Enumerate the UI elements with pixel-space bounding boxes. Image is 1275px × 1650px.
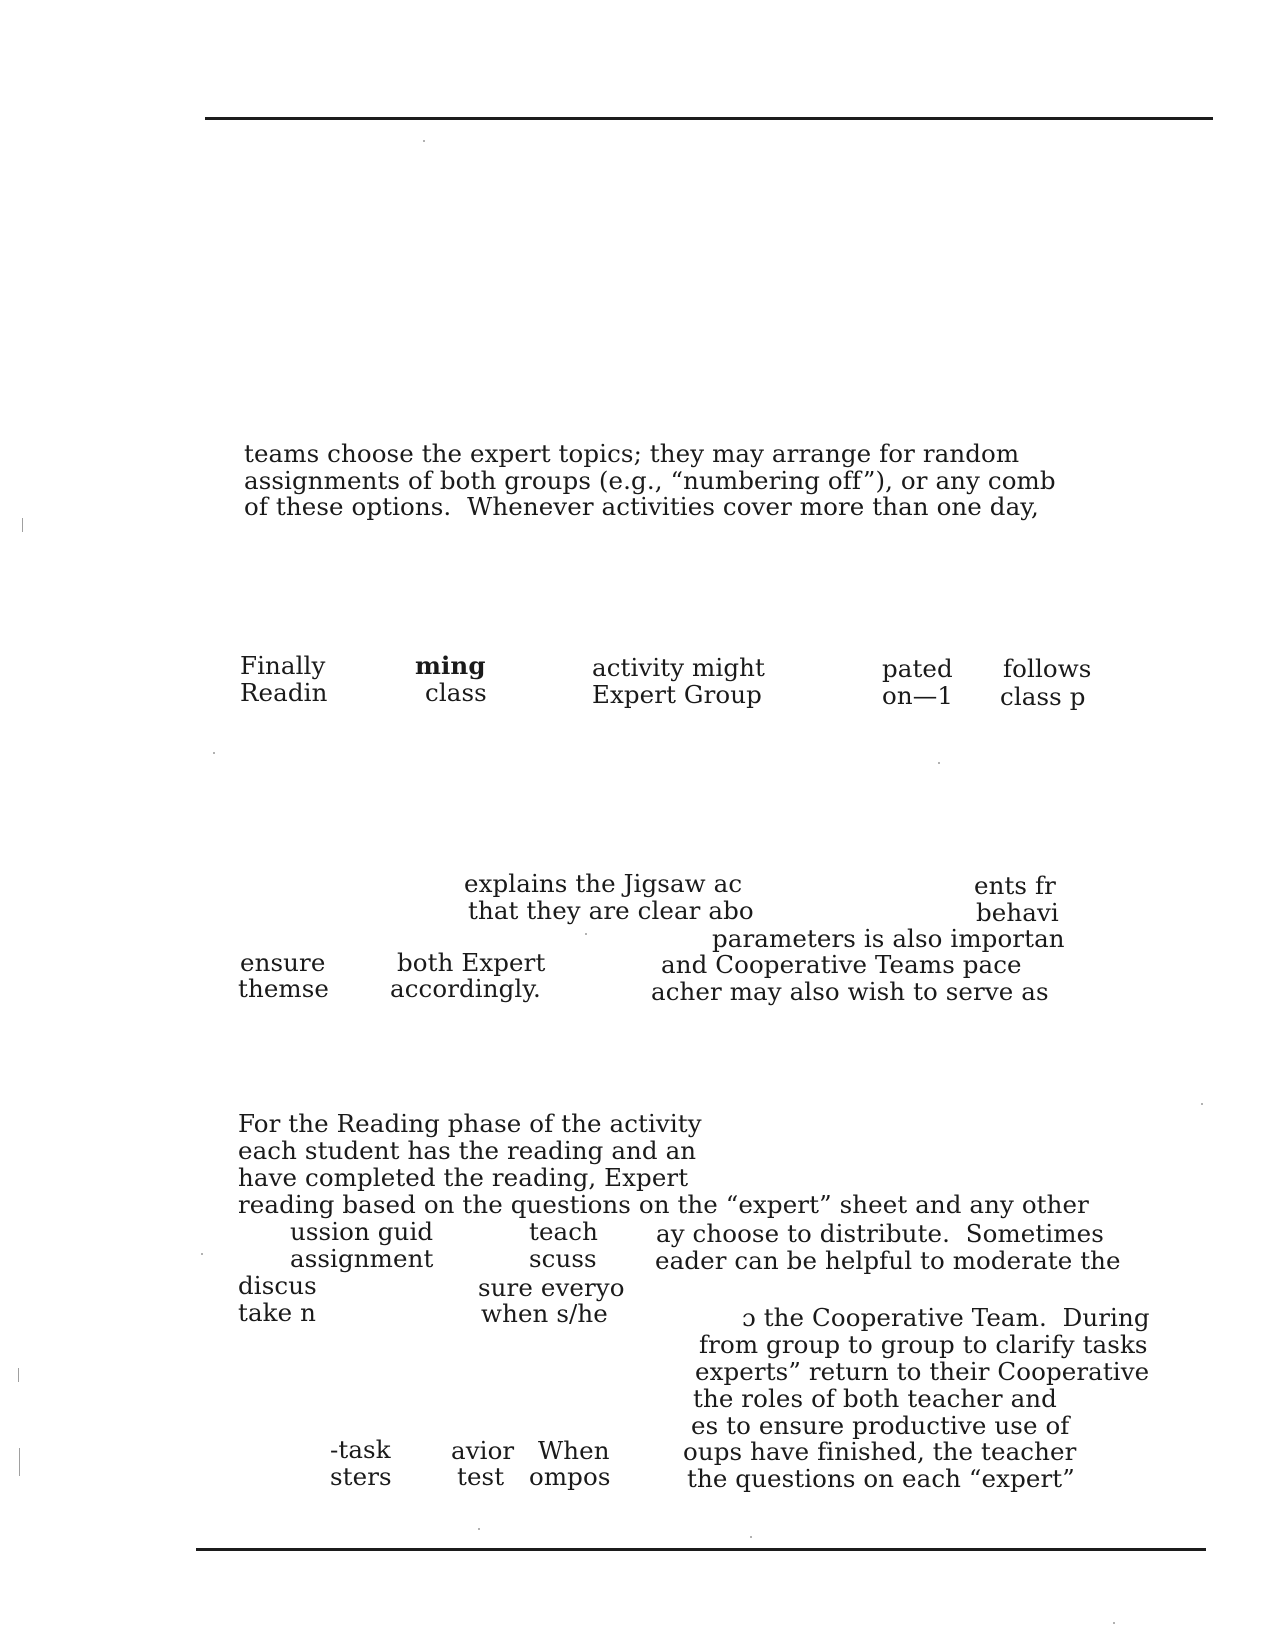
text-fragment: Readin	[240, 678, 328, 707]
scan-mark	[19, 1448, 20, 1476]
text-fragment: ussion guid	[290, 1217, 434, 1246]
text-fragment: For the Reading phase of the activity	[238, 1109, 702, 1138]
text-fragment: When	[538, 1436, 610, 1465]
text-line: assignments of both groups (e.g., “numbering off”), or any comb	[244, 466, 1056, 495]
text-fragment: each student has the reading and an	[238, 1136, 697, 1165]
text-line: of these options. Whenever activities cover more than one day,	[244, 492, 1039, 521]
text-fragment: class p	[1000, 682, 1086, 711]
text-fragment: acher may also wish to serve as	[651, 977, 1049, 1006]
text-fragment: pated	[882, 654, 953, 683]
text-fragment: activity might	[592, 653, 765, 682]
text-fragment: ents fr	[974, 871, 1056, 900]
text-fragment: oups have finished, the teacher	[683, 1437, 1077, 1466]
text-fragment: and Cooperative Teams pace	[661, 950, 1022, 979]
text-fragment: -task	[330, 1435, 391, 1464]
text-line: reading based on the questions on the “expert” sheet and any other	[238, 1190, 1089, 1219]
text-fragment: experts” return to their Cooperative	[695, 1357, 1150, 1386]
scan-mark	[22, 518, 23, 532]
scan-speck	[423, 140, 425, 142]
text-fragment: when s/he	[481, 1299, 608, 1328]
scan-speck	[938, 762, 940, 764]
text-fragment: explains the Jigsaw ac	[464, 869, 743, 898]
text-fragment: parameters is also importan	[712, 924, 1065, 953]
text-fragment: behavi	[976, 898, 1059, 927]
text-fragment: es to ensure productive use of	[691, 1411, 1070, 1440]
bottom-rule	[196, 1548, 1206, 1551]
text-fragment: accordingly.	[390, 974, 541, 1003]
text-line: teams choose the expert topics; they may arrange for random	[244, 439, 1020, 468]
scan-speck	[750, 1536, 752, 1538]
scan-speck	[1201, 1103, 1203, 1105]
scan-speck	[478, 1528, 480, 1530]
text-fragment: ensure	[240, 948, 326, 977]
text-fragment: discus	[238, 1271, 317, 1300]
text-fragment: on—1	[882, 681, 954, 710]
text-fragment: Finally	[240, 651, 326, 680]
text-fragment: from group to group to clarify tasks	[699, 1330, 1148, 1359]
text-fragment: sure everyo	[478, 1273, 625, 1302]
text-fragment: ompos	[529, 1462, 611, 1491]
text-fragment: follows	[1003, 654, 1092, 683]
text-fragment: the roles of both teacher and	[693, 1384, 1057, 1413]
text-fragment: ɔ the Cooperative Team. During	[742, 1303, 1150, 1332]
text-fragment: have completed the reading, Expert	[238, 1163, 689, 1192]
text-fragment: Expert Group	[592, 680, 762, 709]
text-fragment: ming	[415, 651, 486, 680]
text-fragment: both Expert	[397, 948, 546, 977]
text-fragment: class	[425, 678, 487, 707]
text-fragment: the questions on each “expert”	[687, 1464, 1075, 1493]
text-fragment: test	[457, 1462, 505, 1491]
scan-speck	[213, 752, 215, 754]
scan-speck	[201, 1253, 203, 1255]
text-fragment: themse	[238, 974, 330, 1003]
text-fragment: ay choose to distribute. Sometimes	[656, 1219, 1104, 1248]
text-fragment: avior	[451, 1436, 515, 1465]
text-fragment: eader can be helpful to moderate the	[655, 1246, 1121, 1275]
scan-speck	[585, 933, 587, 935]
text-fragment: scuss	[529, 1244, 597, 1273]
top-rule	[205, 117, 1213, 120]
text-fragment: teach	[529, 1217, 598, 1246]
text-fragment: that they are clear abo	[468, 896, 754, 925]
text-fragment: take n	[238, 1298, 316, 1327]
scan-mark	[18, 1368, 19, 1382]
text-fragment: assignment	[290, 1244, 434, 1273]
text-fragment: sters	[330, 1462, 392, 1491]
scan-speck	[1113, 1622, 1115, 1624]
